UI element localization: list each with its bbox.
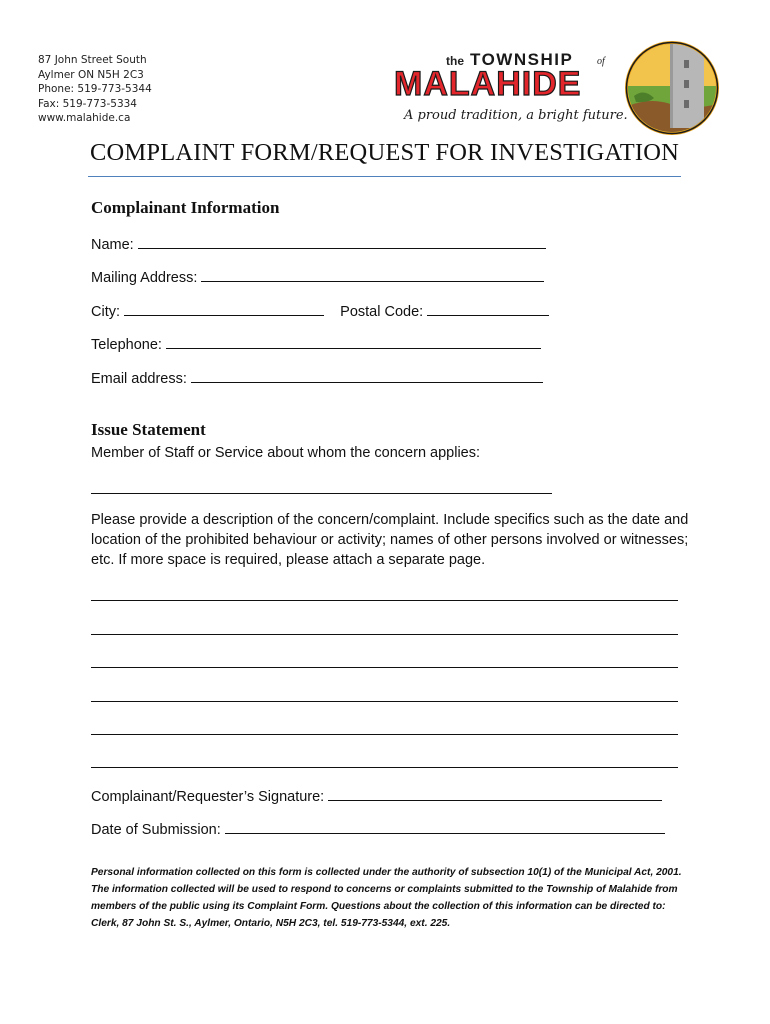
email-field bbox=[91, 369, 543, 387]
staff-prompt: Member of Staff or Service about whom the concern applies: bbox=[91, 445, 481, 461]
description-prompt: Please provide a description of the concern/complaint. Include specifics such as the date and location of the prohibited behaviour or activity; names of other persons involved or witnesses; etc. If more space is required, please attach a separate page. bbox=[91, 512, 689, 568]
mailing-address-label: Mailing Address: bbox=[91, 270, 198, 286]
telephone-input-line[interactable] bbox=[166, 335, 541, 349]
email-label: Email address: bbox=[91, 371, 187, 387]
mailing-address-field bbox=[91, 268, 544, 286]
description-line[interactable] bbox=[91, 767, 678, 768]
logo-tagline: A proud tradition, a bright future. bbox=[404, 108, 628, 123]
address-website: www.malahide.ca bbox=[38, 112, 131, 124]
township-logo bbox=[392, 50, 628, 130]
postal-code-input-line[interactable] bbox=[427, 302, 549, 316]
address-street: 87 John Street South bbox=[38, 54, 147, 66]
castle-tower-icon bbox=[624, 38, 720, 138]
telephone-label: Telephone: bbox=[91, 337, 162, 353]
description-line[interactable] bbox=[91, 667, 678, 668]
title-rule bbox=[88, 176, 681, 177]
date-submission-field bbox=[91, 820, 665, 838]
city-postal-field bbox=[91, 302, 549, 320]
email-input-line[interactable] bbox=[191, 369, 543, 383]
signature-label: Complainant/Requester’s Signature: bbox=[91, 789, 325, 805]
issue-heading: Issue Statement bbox=[91, 420, 206, 439]
description-line[interactable] bbox=[91, 734, 678, 735]
description-line[interactable] bbox=[91, 634, 678, 635]
logo-of: of bbox=[597, 56, 605, 67]
logo-the: the bbox=[446, 54, 464, 68]
logo-township: TOWNSHIP bbox=[470, 50, 574, 69]
staff-service-input-line[interactable] bbox=[91, 493, 552, 494]
name-input-line[interactable] bbox=[138, 235, 546, 249]
address-city: Aylmer ON N5H 2C3 bbox=[38, 68, 144, 81]
address-phone: Phone: 519-773-5344 bbox=[38, 83, 152, 95]
privacy-notice: Personal information collected on this form is collected under the authority of subsection 10(1) of the Municipal Act, 2001. The information collected will be used to respond to concerns or complaints submitted to the Township of Malahide from members of the public using its Complaint Form. Questions about the collection of this information can be directed to: Clerk, 87 John St. S., Aylmer, Ontario, N5H 2C3, tel. 519-773-5344, ext. 225. bbox=[91, 867, 682, 929]
complainant-heading: Complainant Information bbox=[91, 198, 280, 217]
mailing-address-input-line[interactable] bbox=[201, 268, 544, 282]
telephone-field bbox=[91, 335, 541, 353]
city-label: City: bbox=[91, 304, 120, 320]
postal-code-label: Postal Code: bbox=[340, 304, 424, 320]
date-submission-label: Date of Submission: bbox=[91, 822, 221, 838]
name-label: Name: bbox=[91, 237, 134, 253]
description-line[interactable] bbox=[91, 600, 678, 601]
municipal-address bbox=[38, 53, 152, 126]
description-line[interactable] bbox=[91, 701, 678, 702]
signature-input-line[interactable] bbox=[328, 787, 662, 801]
logo-malahide: MALAHIDE bbox=[394, 65, 582, 103]
city-input-line[interactable] bbox=[124, 302, 324, 316]
date-submission-input-line[interactable] bbox=[225, 820, 665, 834]
address-fax: Fax: 519-773-5334 bbox=[38, 97, 137, 110]
signature-field bbox=[91, 787, 662, 805]
name-field bbox=[91, 235, 546, 253]
form-title: COMPLAINT FORM/REQUEST FOR INVESTIGATION bbox=[90, 139, 680, 166]
